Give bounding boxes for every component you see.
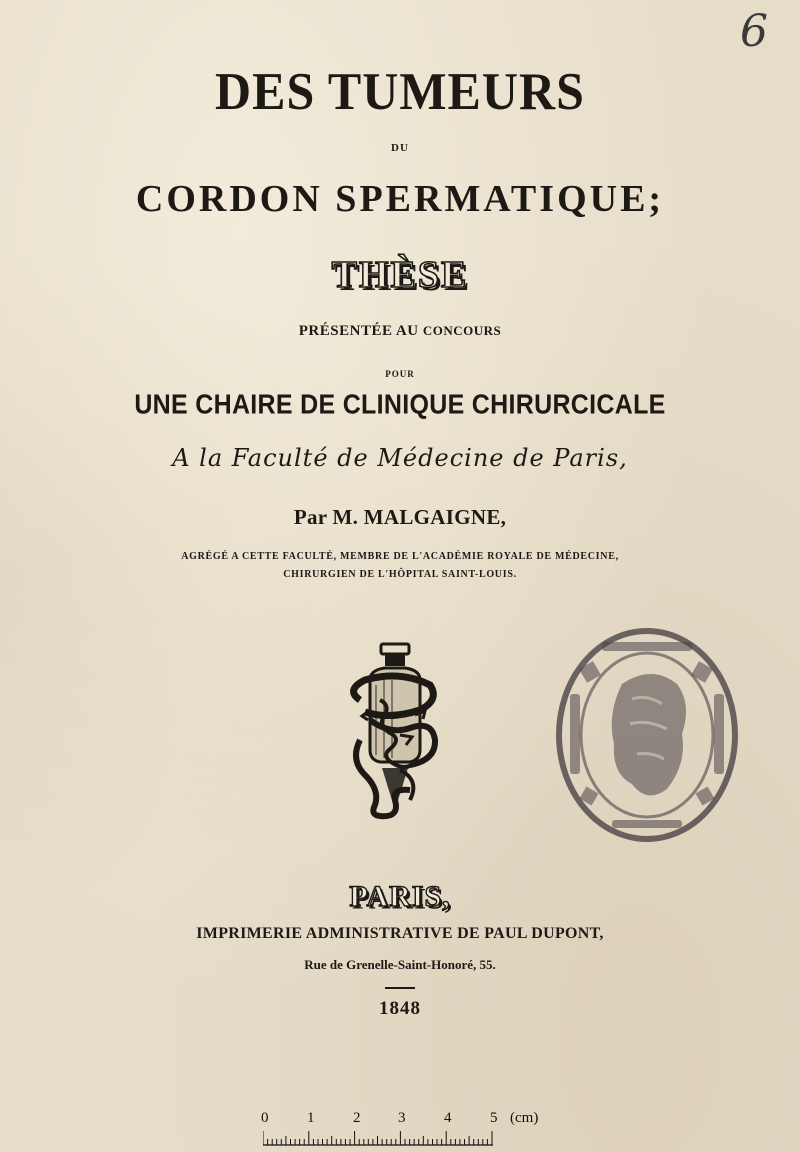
pour-line: POUR [385, 369, 415, 379]
these-heading-block [0, 253, 800, 297]
cm-scale-bar [255, 1110, 555, 1150]
chaire-heading: UNE CHAIRE DE CLINIQUE CHIRURCICALE [134, 389, 666, 421]
imprint-city-block [0, 880, 800, 914]
scale-label-5: 5 [490, 1110, 498, 1126]
title-line-2: DU [391, 142, 409, 154]
imprint-city: PARIS, [349, 880, 451, 913]
these-heading: THÈSE [331, 254, 469, 296]
scale-label-0: 0 [261, 1110, 269, 1126]
scale-label-3: 3 [398, 1110, 406, 1126]
imprint-address: Rue de Grenelle-Saint-Honoré, 55. [304, 957, 496, 972]
library-stamp-icon [552, 624, 742, 846]
faculte-line: A la Faculté de Médecine de Paris, [172, 444, 628, 472]
credentials-line-1: AGRÉGÉ A CETTE FACULTÉ, MEMBRE DE L'ACADÉMIE ROYALE DE MÉDECINE, [181, 551, 619, 562]
credentials-line-2: CHIRURGIEN DE L'HÔPITAL SAINT-LOUIS. [283, 569, 517, 580]
imprint-year: 1848 [379, 998, 421, 1019]
presentee-line [0, 323, 800, 340]
scale-label-1: 1 [307, 1110, 315, 1126]
author-line: Par M. MALGAIGNE, [293, 505, 507, 529]
scale-label-2: 2 [353, 1110, 361, 1126]
imprint-printer: IMPRIMERIE ADMINISTRATIVE DE PAUL DUPONT, [196, 925, 604, 942]
concours-word: CONCOURS [422, 323, 502, 338]
scale-unit: (cm) [510, 1110, 539, 1126]
serpent-vase-vignette-icon [340, 640, 450, 820]
presentee-prefix: PRÉSENTÉE AU [298, 323, 423, 339]
title-line-1: DES TUMEURS [215, 61, 585, 121]
divider-rule [385, 987, 415, 989]
scale-ruler-ticks [263, 1130, 499, 1146]
title-line-3: CORDON SPERMATIQUE; [135, 178, 665, 220]
pencil-page-number: 6 [740, 6, 768, 57]
scale-label-4: 4 [444, 1110, 452, 1126]
